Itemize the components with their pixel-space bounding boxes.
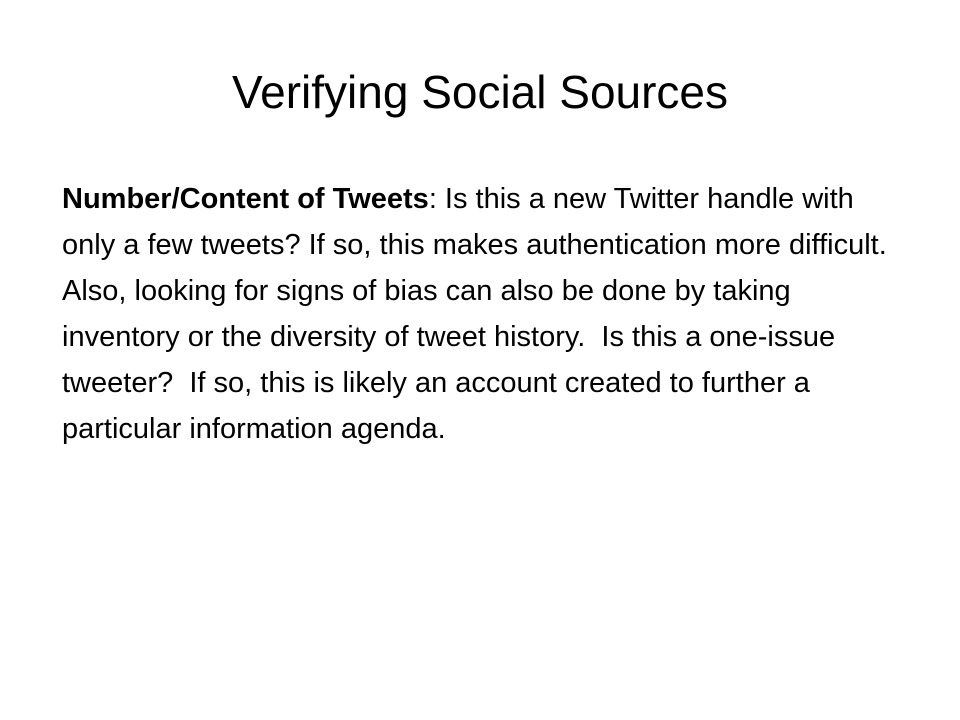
body-text: : Is this a new Twitter handle with only a few tweets? If so, this makes authentication more difficult. Also, looking for signs of bias can also be done by taking inventory or the diversity of tweet history. Is this a one-issue tweeter? If so, this is likely an account created to further a particular information agenda. [62, 183, 894, 445]
body-term: Number/Content of Tweets [62, 183, 429, 215]
slide-title: Verifying Social Sources [231, 66, 729, 118]
slide-body [62, 176, 912, 452]
